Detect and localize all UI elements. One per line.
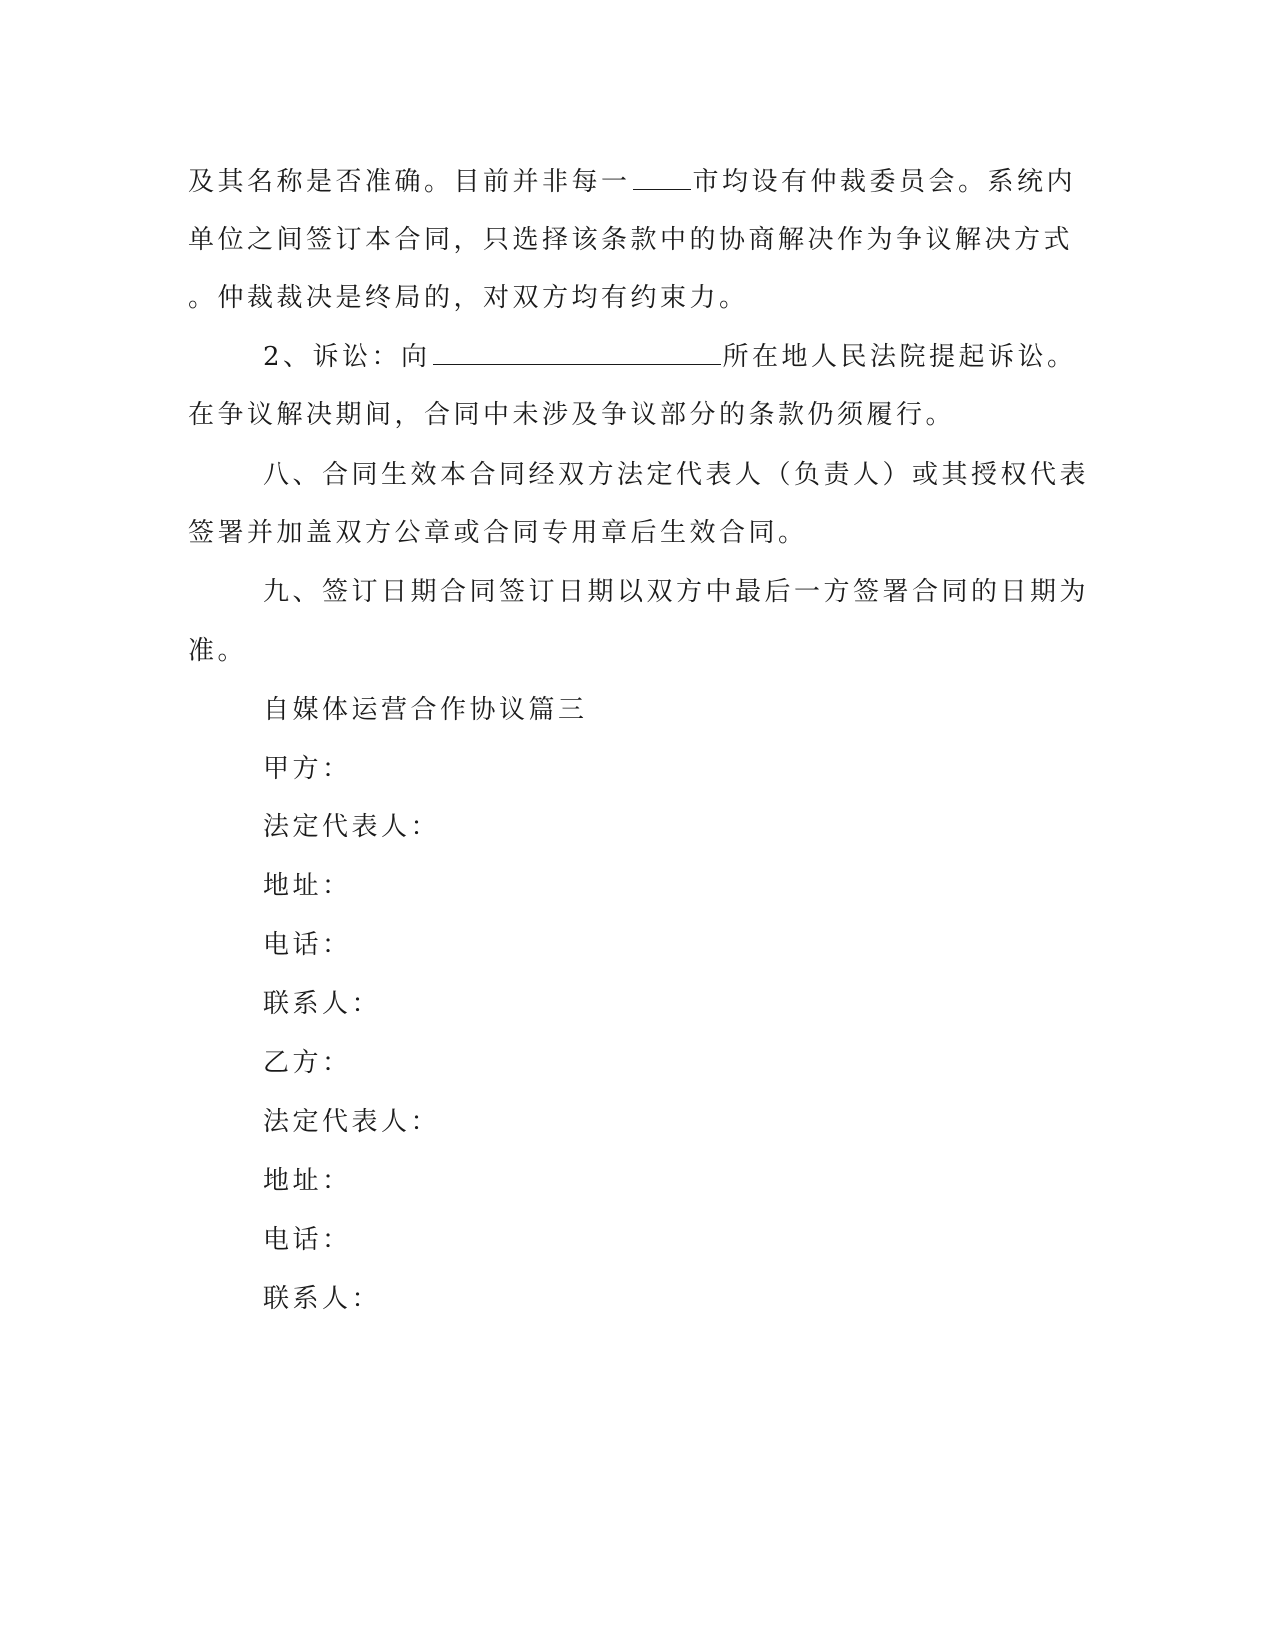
- party-a-contact: 联系人：: [263, 989, 382, 1019]
- paragraph-1-line-1: [188, 165, 1088, 199]
- party-a-address: 地址：: [263, 871, 352, 901]
- paragraph-1-line-3: 。仲裁裁决是终局的，对双方均有约束力。: [188, 283, 749, 313]
- party-b-phone: 电话：: [263, 1225, 352, 1255]
- party-b-label: 乙方：: [263, 1048, 352, 1078]
- section-title: 自媒体运营合作协议篇三: [263, 695, 588, 725]
- blank-field: [433, 340, 721, 365]
- blank-field: [633, 165, 691, 190]
- party-a-label: 甲方：: [263, 754, 352, 784]
- paragraph-4-line-2: 准。: [188, 636, 248, 666]
- party-b-contact: 联系人：: [263, 1284, 382, 1314]
- party-b-representative: 法定代表人：: [263, 1107, 441, 1137]
- paragraph-4-line-1: 九、签订日期合同签订日期以双方中最后一方签署合同的日期为: [263, 577, 1090, 607]
- paragraph-2-line-1: [263, 340, 1163, 374]
- text: 及其名称是否准确。目前并非每一: [188, 167, 631, 197]
- paragraph-3-line-2: 签署并加盖双方公章或合同专用章后生效合同。: [188, 518, 808, 548]
- text: 市均设有仲裁委员会。系统内: [692, 167, 1077, 197]
- party-a-phone: 电话：: [263, 930, 352, 960]
- paragraph-1-line-2: 单位之间签订本合同，只选择该条款中的协商解决作为争议解决方式: [188, 225, 1074, 255]
- paragraph-2-line-2: 在争议解决期间，合同中未涉及争议部分的条款仍须履行。: [188, 400, 956, 430]
- text: 2、诉讼：向: [263, 342, 431, 372]
- text: 所在地人民法院提起诉讼。: [722, 342, 1077, 372]
- party-b-address: 地址：: [263, 1166, 352, 1196]
- party-a-representative: 法定代表人：: [263, 812, 441, 842]
- paragraph-3-line-1: 八、合同生效本合同经双方法定代表人（负责人）或其授权代表: [263, 460, 1090, 490]
